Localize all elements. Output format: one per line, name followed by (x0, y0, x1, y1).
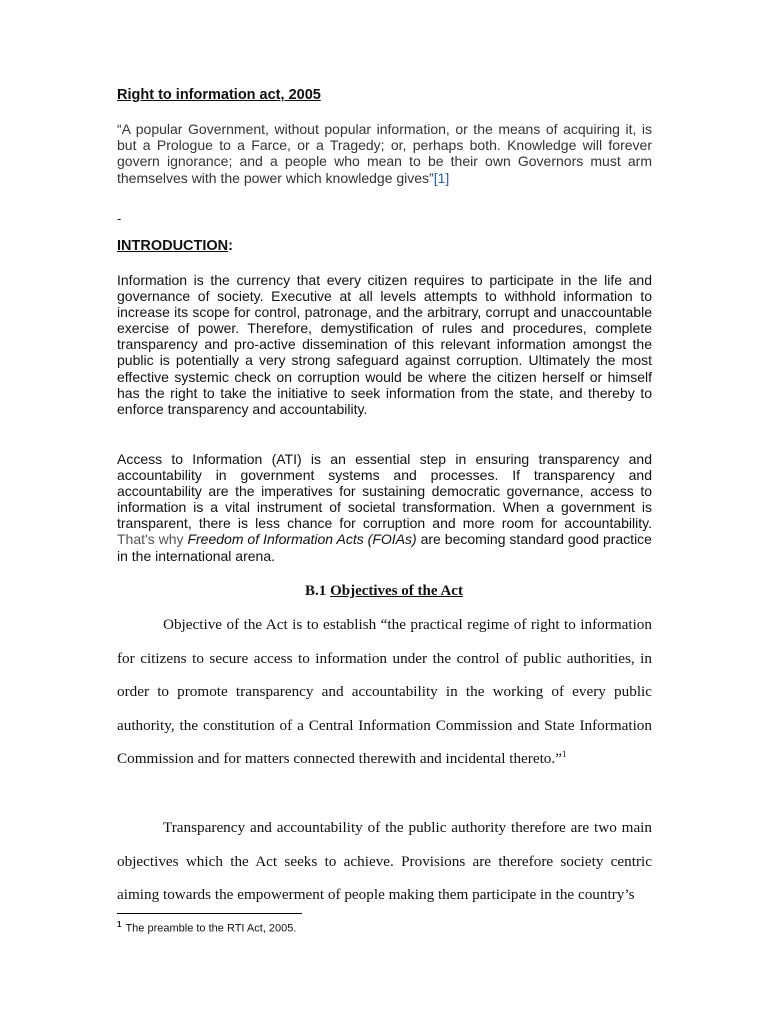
footnote-divider (117, 913, 302, 914)
introduction-heading-text: INTRODUCTION (117, 238, 229, 254)
paragraph-2-lead: That's why (117, 531, 188, 548)
introduction-heading-colon: : (228, 238, 234, 254)
quote-text: “A popular Government, without popular information, or the means of acquiring it, is but a Prologue to a Farce, or a Tragedy; or, perhaps both. Knowledge will forever govern ignorance; and a people who mean to be their own Governors must arm themselves with the power which knowledge gives” (117, 121, 652, 186)
quote-reference: [1] (433, 169, 450, 186)
section-title: Objectives of the Act (330, 583, 463, 599)
objectives-paragraph-2: Transparency and accountability of the public authority therefore are two main objectives which the Act seeks to achieve. Provisions are therefore society centric aiming towards the empowerment of people making them participate in the country’s (117, 819, 652, 903)
footnote-text: The preamble to the RTI Act, 2005. (125, 922, 297, 935)
footnote-number: 1 (117, 920, 122, 929)
paragraph-2-tail: are becoming standard good practice in the international arena. (117, 531, 652, 564)
objectives-text-1: Objective of the Act is to establish “the practical regime of right to information for citizens to secure access to information under the control of public authorities, in order to promote transparency and accountability in the working of every public authority, the constitution of a Central Information Commission and State Information Commission and for matters connected therewith and incidental thereto.” (117, 616, 652, 767)
opening-quote (117, 121, 652, 186)
introduction-heading (117, 238, 233, 254)
introduction-paragraph-1: Information is the currency that every citizen requires to participate in the life and governance of society. Executive at all levels attempts to withhold information to increase its scope for control, patronage, and the arbitrary, corrupt and unaccountable exercise of power. Therefore, demystification of rules and procedures, complete transparency and pro-active dissemination of this relevant information amongst the public is potentially a very strong safeguard against corruption. Ultimately the most effective systemic check on corruption would be where the citizen herself or himself has the right to take the initiative to seek information from the state, and thereby to enforce transparency and accountability. (117, 272, 652, 417)
separator-dash: - (117, 211, 122, 226)
footnote-reference: 1 (561, 748, 567, 759)
document-title: Right to information act, 2005 (117, 87, 321, 103)
paragraph-2-italic: Freedom of Information Acts (FOIAs) (187, 531, 417, 548)
paragraph-2-main: Access to Information (ATI) is an essential step in ensuring transparency and accountability in government systems and processes. If transparency and accountability are the imperatives for sustaining democratic governance, access to information is a vital instrument of societal transformation. When a government is transparent, there is less chance for corruption and more room for accountability. (117, 451, 652, 532)
section-heading (0, 583, 768, 600)
section-number: B.1 (305, 583, 331, 599)
footnote (117, 920, 296, 935)
introduction-paragraph-2 (117, 451, 652, 564)
objectives-paragraph-1 (117, 608, 652, 776)
